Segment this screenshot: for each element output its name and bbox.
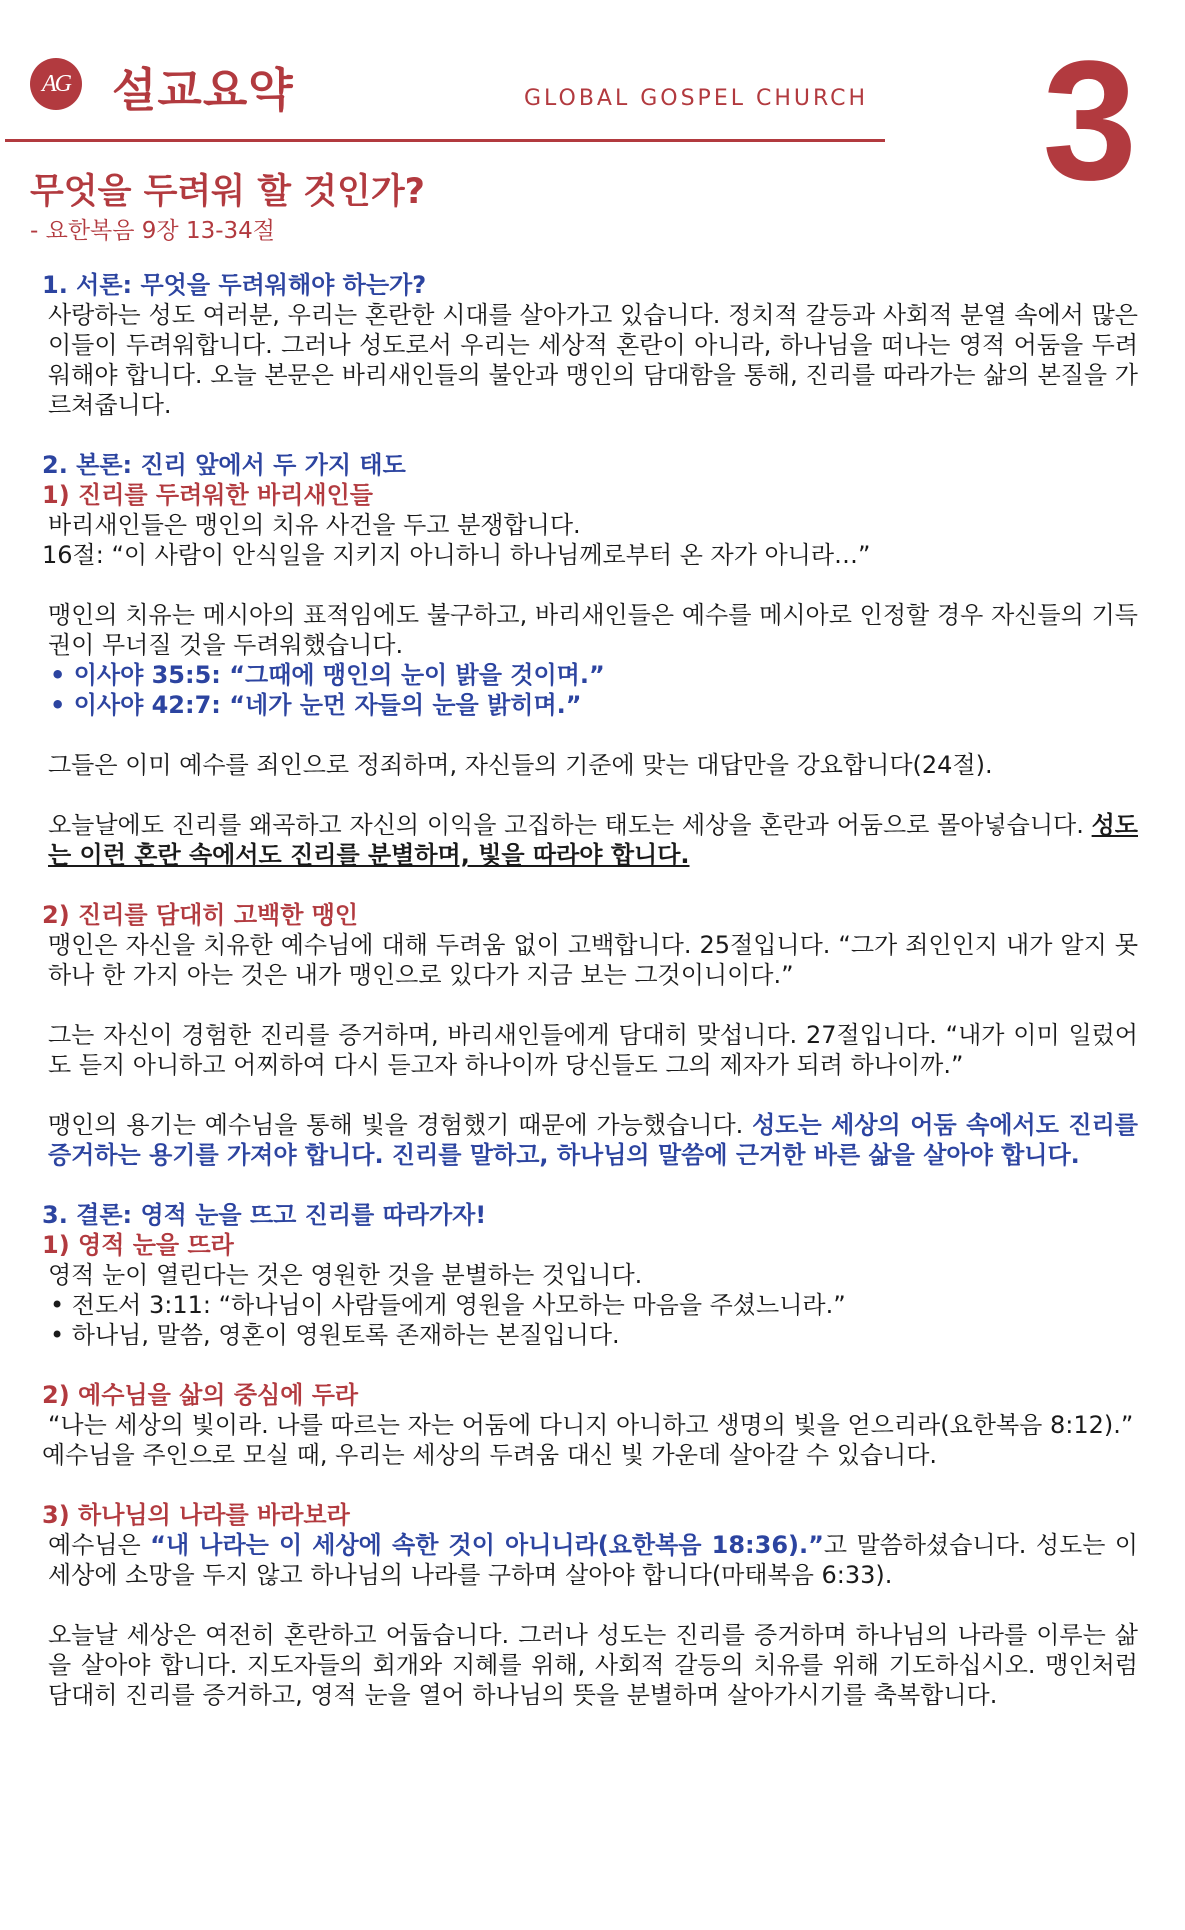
spacer [42, 780, 1138, 810]
issue-number: 3 [1042, 26, 1137, 216]
spacer [42, 1590, 1138, 1620]
paragraph-text: 예수님은 [48, 1531, 151, 1559]
emphasis-text: 성도는 이런 혼란 속에서도 진리를 분별하며, 빛을 따라야 합니다. [48, 811, 1138, 869]
section-2-subheading-2: 2) 진리를 담대히 고백한 맹인 [42, 901, 359, 929]
spacer [42, 1470, 1138, 1500]
section-3-paragraph: 예수님을 주인으로 모실 때, 우리는 세상의 두려움 대신 빛 가운데 살아갈 수 있습니다. [42, 1441, 938, 1469]
closing-paragraph: 오늘날 세상은 여전히 혼란하고 어둡습니다. 그러나 성도는 진리를 증거하며 하나님의 나라를 이루는 삶을 살아야 합니다. 지도자들의 회개와 지혜를 위해, 사회적 갈등의 치유를 위해 기도하십시오. 맹인처럼 담대히 진리를 증거하고, 영적 눈을 열어 하나님의 뜻을 분별하며 살아가시기를 축복합니다. [48, 1621, 1138, 1709]
paragraph-text: 맹인의 용기는 예수님을 통해 빛을 경험했기 때문에 가능했습니다. [48, 1111, 753, 1139]
spacer [42, 870, 1138, 900]
section-3-subheading-3: 3) 하나님의 나라를 바라보라 [42, 1501, 350, 1529]
scripture-reference: - 요한복음 9장 13-34절 [30, 218, 276, 244]
spacer [42, 1080, 1138, 1110]
section-1-paragraph: 사랑하는 성도 여러분, 우리는 혼란한 시대를 살아가고 있습니다. 정치적 갈등과 사회적 분열 속에서 많은 이들이 두려워합니다. 그러나 성도로서 우리는 세상적 혼란이 아니라, 하나님을 떠나는 영적 어둠을 두려워해야 합니다. 오늘 본문은 바리새인들의 불안과 맹인의 담대함을 통해, 진리를 따라가는 삶의 본질을 가르쳐줍니다. [48, 301, 1138, 419]
spacer [42, 570, 1138, 600]
spacer [42, 990, 1138, 1020]
list-bullet: • 하나님, 말씀, 영혼이 영원토록 존재하는 본질입니다. [50, 1321, 620, 1349]
section-3-subheading-1: 1) 영적 눈을 뜨라 [42, 1231, 234, 1259]
section-2-paragraph [42, 810, 1138, 870]
section-2-heading: 2. 본론: 진리 앞에서 두 가지 태도 [42, 451, 406, 479]
section-2-paragraph: 바리새인들은 맹인의 치유 사건을 두고 분쟁합니다. [48, 511, 581, 539]
section-3-paragraph [42, 1530, 1138, 1590]
sermon-body [42, 270, 1138, 1710]
spacer [42, 1170, 1138, 1200]
section-3-quote: “나는 세상의 빛이라. 나를 따르는 자는 어둠에 다니지 아니하고 생명의 빛을 얻으리라(요한복음 8:12).” [48, 1411, 1134, 1439]
section-1-heading: 1. 서론: 무엇을 두려워해야 하는가? [42, 271, 427, 299]
section-2-paragraph: 맹인의 치유는 메시아의 표적임에도 불구하고, 바리새인들은 예수를 메시아로 인정할 경우 자신들의 기득권이 무너질 것을 두려워했습니다. [48, 601, 1138, 659]
section-2-paragraph: 그는 자신이 경험한 진리를 증거하며, 바리새인들에게 담대히 맞섭니다. 27절입니다. “내가 이미 일렀어도 듣지 아니하고 어찌하여 다시 듣고자 하나이까 당신들도 그의 제자가 되려 하나이까.” [48, 1021, 1138, 1079]
spacer [42, 1350, 1138, 1380]
section-2-paragraph: 맹인은 자신을 치유한 예수님에 대해 두려움 없이 고백합니다. 25절입니다. “그가 죄인인지 내가 알지 못하나 한 가지 아는 것은 내가 맹인으로 있다가 지금 보는 그것이니이다.” [48, 931, 1138, 989]
paragraph-text: 오늘날에도 진리를 왜곡하고 자신의 이익을 고집하는 태도는 세상을 혼란과 어둠으로 몰아넣습니다. [48, 811, 1092, 839]
section-2-paragraph: 그들은 이미 예수를 죄인으로 정죄하며, 자신들의 기준에 맞는 대답만을 강요합니다(24절). [48, 751, 993, 779]
bulletin-title: 설교요약 [112, 63, 294, 117]
header-divider [5, 139, 885, 142]
church-logo: AG [30, 58, 82, 110]
scripture-bullet: • 이사야 42:7: “네가 눈먼 자들의 눈을 밝히며.” [50, 691, 582, 719]
paragraph-text: 고 말씀하셨습니다. 성도는 이 세상에 소망을 두지 않고 하나님의 나라를 구하며 살아야 합니다(마태복음 6:33). [48, 1531, 1138, 1589]
scripture-bullet: • 전도서 3:11: “하나님이 사람들에게 영원을 사모하는 마음을 주셨느니라.” [50, 1291, 846, 1319]
spacer [42, 720, 1138, 750]
section-3-paragraph: 영적 눈이 열린다는 것은 영원한 것을 분별하는 것입니다. [48, 1261, 643, 1289]
section-2-verse-quote: 16절: “이 사람이 안식일을 지키지 아니하니 하나님께로부터 온 자가 아니라…” [42, 541, 871, 569]
church-name: GLOBAL GOSPEL CHURCH [524, 86, 869, 111]
emphasis-quote: “내 나라는 이 세상에 속한 것이 아니니라(요한복음 18:36).” [150, 1531, 824, 1559]
emphasis-text: 성도는 세상의 어둠 속에서도 진리를 증거하는 용기를 가져야 합니다. 진리를 말하고, 하나님의 말씀에 근거한 바른 삶을 살아야 합니다. [48, 1111, 1138, 1169]
scripture-bullet: • 이사야 35:5: “그때에 맹인의 눈이 밝을 것이며.” [50, 661, 605, 689]
section-2-subheading-1: 1) 진리를 두려워한 바리새인들 [42, 481, 373, 509]
spacer [42, 420, 1138, 450]
sermon-title: 무엇을 두려워 할 것인가? [30, 172, 425, 212]
section-2-paragraph [42, 1110, 1138, 1170]
section-3-subheading-2: 2) 예수님을 삶의 중심에 두라 [42, 1381, 359, 1409]
section-3-heading: 3. 결론: 영적 눈을 뜨고 진리를 따라가자! [42, 1201, 487, 1229]
